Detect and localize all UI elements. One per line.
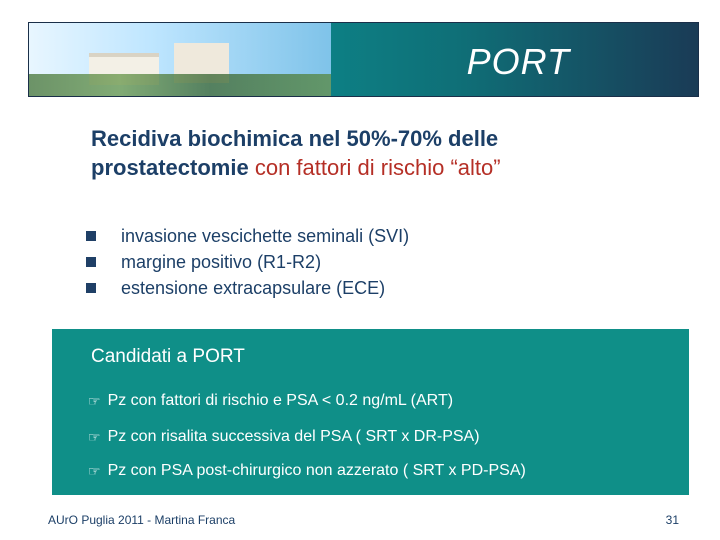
candidate-item	[88, 428, 480, 446]
list-item	[86, 223, 409, 249]
heading-bold-text: Recidiva biochimica nel 50%-70% delle prostatectomie	[91, 126, 499, 180]
square-bullet-icon	[86, 283, 96, 293]
square-bullet-icon	[86, 231, 96, 241]
candidates-title: Candidati a PORT	[91, 346, 245, 367]
list-item	[86, 275, 409, 301]
list-item-text: margine positivo (R1-R2)	[121, 252, 322, 272]
pointing-hand-icon: ☞	[88, 392, 101, 409]
square-bullet-icon	[86, 257, 96, 267]
footer-text: AUrO Puglia 2011 - Martina Franca	[48, 513, 236, 527]
candidate-item-text: Pz con risalita successiva del PSA ( SRT x DR-PSA)	[107, 428, 480, 445]
slide-title: PORT	[466, 41, 570, 82]
candidate-item-text: Pz con PSA post-chirurgico non azzerato ( SRT x PD-PSA)	[107, 462, 526, 479]
banner-trees	[29, 74, 331, 96]
candidate-item-text: Pz con fattori di rischio e PSA < 0.2 ng/mL (ART)	[107, 392, 454, 409]
pointing-hand-icon: ☞	[88, 462, 101, 479]
page-number: 31	[665, 513, 679, 527]
candidate-item	[88, 392, 453, 410]
candidate-item	[88, 462, 526, 480]
list-item	[86, 249, 409, 275]
bullet-list	[86, 223, 409, 301]
header-banner	[28, 22, 699, 97]
heading-red-text: con fattori di rischio “alto”	[248, 155, 501, 180]
banner-photo	[29, 23, 331, 96]
pointing-hand-icon: ☞	[88, 428, 101, 445]
list-item-text: invasione vescichette seminali (SVI)	[121, 226, 410, 246]
list-item-text: estensione extracapsulare (ECE)	[121, 278, 386, 298]
main-heading	[91, 124, 651, 182]
